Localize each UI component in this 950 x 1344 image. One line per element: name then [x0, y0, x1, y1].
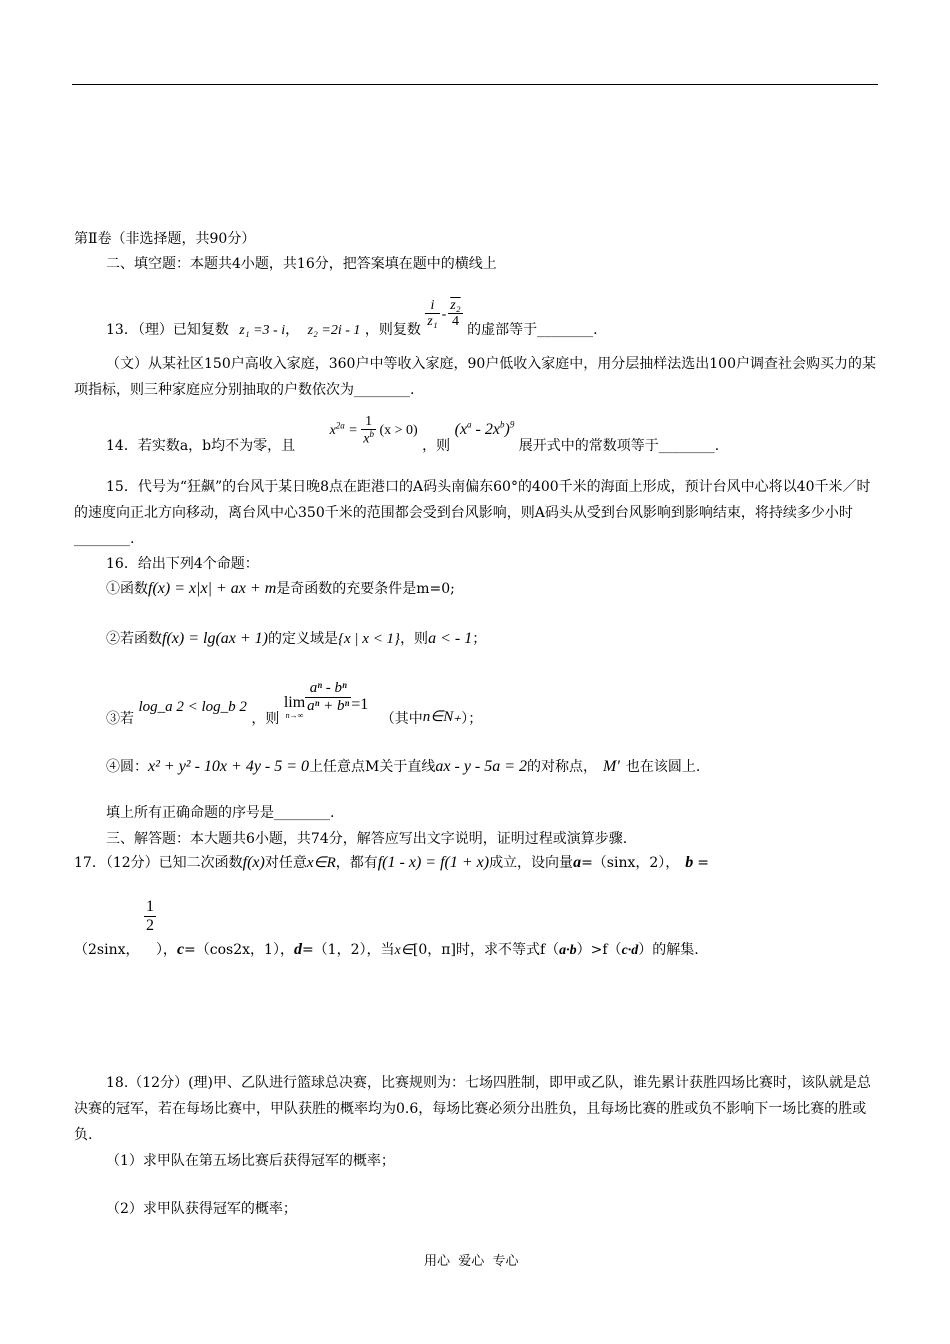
q14-line [106, 414, 720, 454]
q16-p2-expr: f(x) = lg(ax + 1) [162, 630, 268, 647]
q16-fill: 填上所有正确命题的序号是________. [106, 805, 335, 821]
q16-p3-cond: log_a 2 < log_b 2 [138, 699, 247, 715]
q16-p4-circle: x² + y² - 10x + 4y - 5 = 0 [148, 758, 310, 775]
q13-wen: （文）从某社区150户高收入家庭，360户中等收入家庭，90户低收入家庭中，用分层抽样法选出100户调查社会购买力的某项指标，则三种家庭应分别抽取的户数依次为________. [74, 356, 876, 398]
q17-line2: （2sinx， $\frac{1}{2}$ ），c=（cos2x，1），d=（1，2），当x∈[0，π]时，求不等式f（a·b）>f（c·d）的解集. [74, 898, 699, 959]
q14-prefix: 14．若实数a，b均不为零，且 [106, 437, 296, 454]
vector-a: a [573, 854, 582, 871]
section-title: 第Ⅱ卷（非选择题，共90分） [74, 231, 256, 247]
q14-condition: $x^{2a}$ = $\frac{1}{x^b}$ [329, 414, 374, 448]
q16-p3-limit: lim n→∞ [283, 694, 306, 720]
q17-line1: 17．（12分）已知二次函数f(x)对任意x∈R，都有f(1 - x) = f(1 + x)成立，设向量a=（sinx，2）， b = [74, 854, 710, 871]
q15-text: 15．代号为“狂飙”的台风于某日晚8点在距港口的A码头南偏东60°的400千米的海面上形成，预计台风中心将以40千米／时的速度向正北方向移动，离台风中心350千米的范围都会受到台风影响，则A码头从受到台风影响到影响结束，将持续多少小时________. [74, 479, 871, 547]
q13-z2: z₂ =2i - 1 [307, 322, 361, 338]
q16-p1-expr: f(x) = x|x| + ax + m [148, 580, 277, 597]
q13-line: 13．（理）已知复数 z₁ =3 - i， z₂ =2i - 1 ，则复数 $\frac{i}{\text{z₁}}$ - $\frac{\text{z₂}}{4}$ 的虚部等于________. [106, 298, 598, 338]
q13-suffix: 的虚部等于________. [467, 321, 598, 338]
q16-p3: ③若 log_a 2 < log_b 2 ，则 lim n→∞ $\frac{\text{aⁿ - bⁿ}}{\text{aⁿ + bⁿ}}$ =1 （其中n∈N₊）； [106, 680, 483, 727]
q13-mid: ，则复数 [364, 321, 421, 338]
q16-p2: ②若函数f(x) = lg(ax + 1)的定义域是{x | x < 1}，则a < - 1； [106, 630, 487, 647]
q13-frac-i-z1: $\frac{i}{\text{z₁}}$ [427, 298, 438, 330]
page-footer: 用心 爱心 专心 [424, 1254, 519, 1269]
q16-intro: 16．给出下列4个命题： [106, 556, 259, 572]
q16-p3-frac: $\frac{\text{aⁿ - bⁿ}}{\text{aⁿ + bⁿ}}$ [307, 680, 350, 714]
q14-mid: ，则 [422, 437, 451, 454]
q14-cond: (x > 0) [379, 422, 418, 438]
q13-z1: z₁ =3 - i [239, 322, 286, 338]
q17-half: $\frac{1}{2}$ [145, 898, 154, 934]
vector-c: c [176, 941, 185, 959]
q14-suffix: 展开式中的常数项等于________. [518, 437, 720, 454]
q16-p1: ①函数f(x) = x|x| + ax + m是奇函数的充要条件是m=0; [106, 580, 455, 597]
q14-binomial: $(x^a - 2x^b)^9$ [454, 419, 515, 438]
header-rule [72, 84, 878, 85]
q18-sub2: （2）求甲队获得冠军的概率； [106, 1201, 297, 1217]
q13-prefix: 13．（理）已知复数 [106, 321, 229, 338]
q16-p4: ④圆：x² + y² - 10x + 4y - 5 = 0上任意点M关于直线ax - y - 5a = 2的对称点， M′ 也在该圆上. [106, 758, 701, 775]
q13-frac-z2-4: $\frac{\text{z₂}}{4}$ [450, 298, 461, 330]
part3-heading: 三、解答题：本大题共6小题，共74分，解答应写出文字说明，证明过程或演算步骤. [106, 831, 628, 847]
q18-sub1: （1）求甲队在第五场比赛后获得冠军的概率； [106, 1153, 395, 1169]
q18-text: 18.（12分）(理)甲、乙队进行篮球总决赛，比赛规则为：七场四胜制，即甲或乙队，谁先累计获胜四场比赛时，该队就是总决赛的冠军，若在每场比赛中，甲队获胜的概率均为0.6，每场比赛必须分出胜负，且每场比赛的胜或负不影响下一场比赛的胜或负. [74, 1075, 871, 1143]
vector-b: b [685, 854, 694, 871]
vector-d: d [293, 941, 302, 959]
part2-heading: 二、填空题：本题共4小题，共16分，把答案填在题中的横线上 [106, 256, 497, 272]
